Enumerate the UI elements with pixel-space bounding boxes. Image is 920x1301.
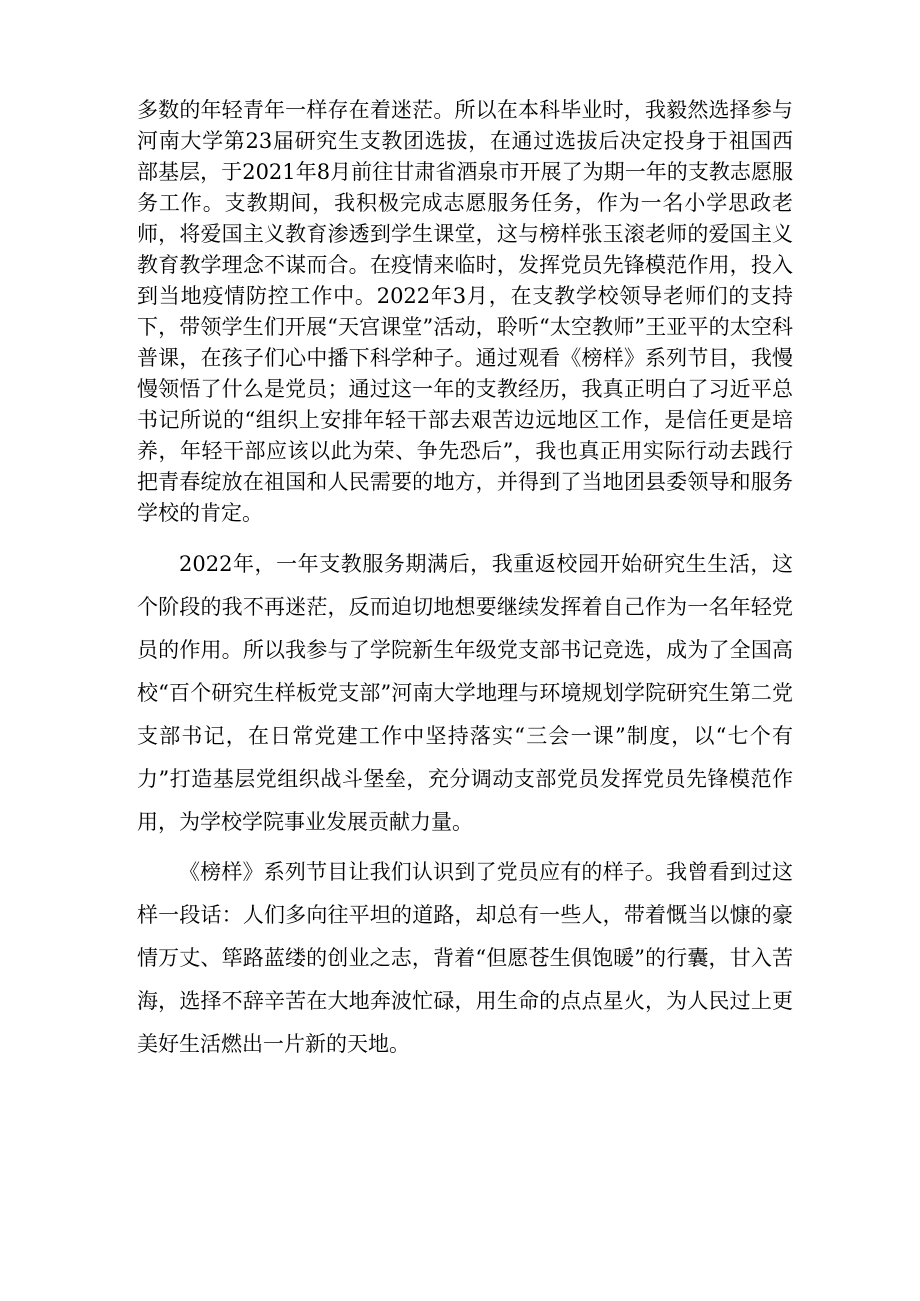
document-page bbox=[137, 95, 793, 1066]
paragraph-3: 《榜样》系列节目让我们认识到了党员应有的样子。我曾看到过这样一段话：人们多向往平坦的道路，却总有一些人，带着慨当以慷的豪情万丈、筚路蓝缕的创业之志，背着“但愿苍生俱饱暖”的行囊，甘入苦海，选择不辞辛苦在大地奔波忙碌，用生命的点点星火，为人民过上更美好生活燃出一片新的天地。 bbox=[137, 860, 793, 1056]
paragraph-2: 2022年，一年支教服务期满后，我重返校园开始研究生生活，这个阶段的我不再迷茫，反而迫切地想要继续发挥着自己作为一名年轻党员的作用。所以我参与了学院新生年级党支部书记竞选，成为了全国高校“百个研究生样板党支部”河南大学地理与环境规划学院研究生第二党支部书记，在日常党建工作中坚持落实“三会一课”制度，以“七个有力”打造基层党组织战斗堡垒，充分调动支部党员发挥党员先锋模范作用，为学校学院事业发展贡献力量。 bbox=[137, 552, 793, 834]
paragraph-1: 多数的年轻青年一样存在着迷茫。所以在本科毕业时，我毅然选择参与河南大学第23届研究生支教团选拔，在通过选拔后决定投身于祖国西部基层，于2021年8月前往甘肃省酒泉市开展了为期一年的支教志愿服务工作。支教期间，我积极完成志愿服务任务，作为一名小学思政老师，将爱国主义教育渗透到学生课堂，这与榜样张玉滚老师的爱国主义教育教学理念不谋而合。在疫情来临时，发挥党员先锋模范作用，投入到当地疫情防控工作中。2022年3月，在支教学校领导老师们的支持下，带领学生们开展“天宫课堂”活动，聆听“太空教师”王亚平的太空科普课，在孩子们心中播下科学种子。通过观看《榜样》系列节目，我慢慢领悟了什么是党员；通过这一年的支教经历，我真正明白了习近平总书记所说的“组织上安排年轻干部去艰苦边远地区工作，是信任更是培养，年轻干部应该以此为荣、争先恐后”，我也真正用实际行动去践行把青春绽放在祖国和人民需要的地方，并得到了当地团县委领导和服务学校的肯定。 bbox=[137, 98, 793, 525]
